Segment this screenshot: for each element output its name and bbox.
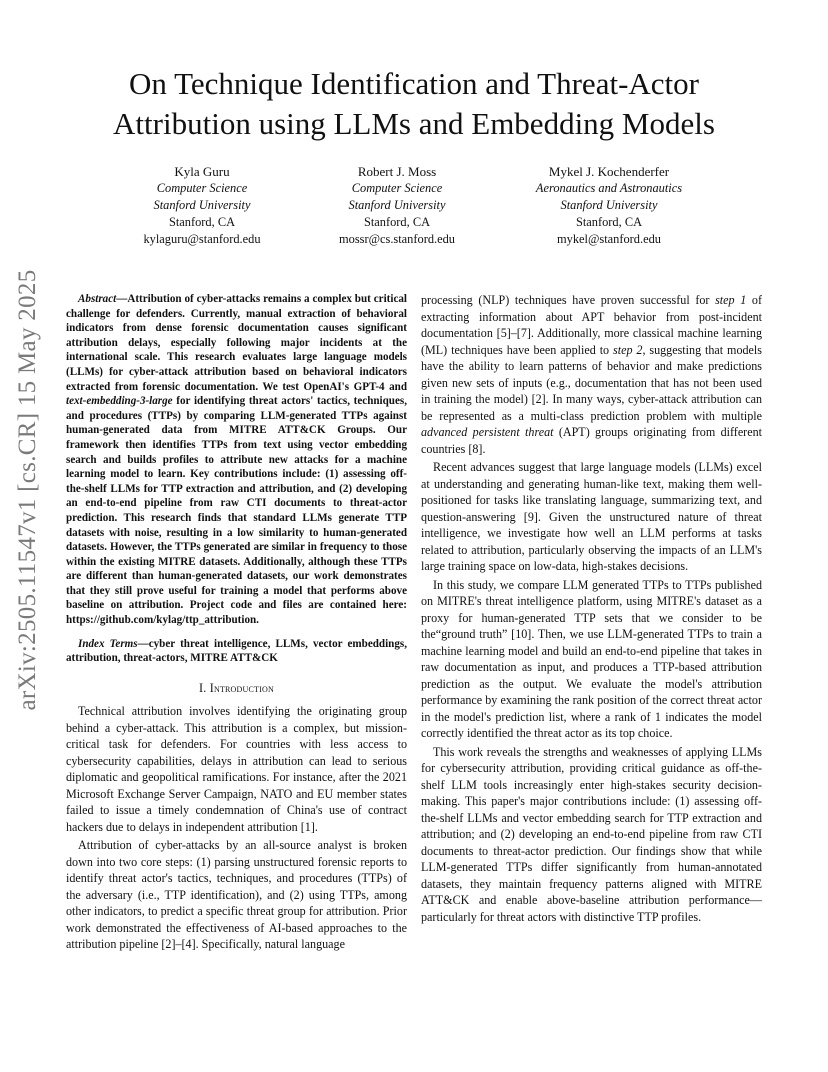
emphasis: advanced persistent threat [421,425,554,439]
author-email: mossr@cs.stanford.edu [338,232,456,246]
index-terms-label: Index Terms [78,637,138,650]
author-3 [499,163,719,248]
title-line-1: On Technique Identification and Threat-Actor [129,66,699,101]
left-column [66,292,407,953]
author-city: Stanford, CA [575,215,643,229]
author-dept: Computer Science [351,181,443,195]
author-city: Stanford, CA [168,215,236,229]
author-name: Robert J. Moss [357,164,437,179]
text-run: (APT) groups originating from different countries [8]. [421,425,762,456]
paragraph: Attribution of cyber-attacks by an all-source analyst is broken down into two core steps: (1) parsing unstructured forensic reports to identify threat actor's tactics, techniques, and procedures (TTPs) of the adversary (i.e., TTP identification), and (2) using TTPs, among other indicators, to predict a specific threat group for attribution. Prior work demonstrated the effectiveness of AI-based approaches to the attribution pipeline [2]–[4]. Specifically, natural language [66,838,407,952]
author-email: mykel@stanford.edu [557,232,661,246]
author-name: Kyla Guru [174,164,230,179]
intro-body [66,703,407,953]
author-dept: Aeronautics and Astronautics [535,181,683,195]
arxiv-identifier: arXiv:2505.11547v1 [cs.CR] 15 May 2025 [14,269,41,711]
paragraph: Recent advances suggest that large language models (LLMs) excel at understanding and generating human-like text, making them well-positioned for tasks like translating language, summarizing text, and question-answering [9]. Given the unstructured nature of threat intelligence, we investigate how well an LLM performs at tasks related to attribution, particularly observing the impacts of an LLM's large training space on low-data, high-stakes decisions. [421,460,762,573]
abstract [66,292,407,628]
arxiv-sidebar [0,0,54,1072]
abstract-text-2: for identifying threat actors' tactics, techniques, and procedures (TTPs) by comparing LLM-generated TTPs against human-generated data from MITRE ATT&CK Groups. Our framework then identifies TTPs from text using vector embedding search and builds profiles to attribute new attacks for a machine learning model to learn. Key contributions include: (1) assessing off-the-shelf LLMs for TTP extraction and attribution, and (2) developing an end-to-end pipeline from raw CTI documents to threat-actor prediction. This research finds that standard LLMs generate TTP datasets with noise, resulting in a low similarity to human-generated datasets. However, the TTPs generated are similar in frequency to those within the existing MITRE datasets. Additionally, although these TTPs are different than human-generated datasets, our work demonstrates that they still prove useful for training a model that performs above baseline on attribution. Project code and files are contained here: https://github.com/kylag/ttp_attribution. [66,395,407,627]
paragraph [421,292,762,457]
author-dept: Computer Science [156,181,248,195]
text-run: processing (NLP) techniques have proven successful for [421,293,716,307]
abstract-emphasis: text-embedding-3-large [66,395,173,408]
index-terms [66,637,407,666]
author-2 [287,163,507,248]
author-name: Mykel J. Kochenderfer [548,164,670,179]
author-org: Stanford University [560,198,658,212]
author-org: Stanford University [153,198,251,212]
emphasis: step 1 [715,293,747,307]
index-terms-text: —cyber threat intelligence, LLMs, vector embeddings, attribution, threat-actors, MITRE ATT&CK [66,637,407,665]
paper-title [40,64,788,144]
abstract-label: Abstract [78,293,117,305]
paragraph: This work reveals the strengths and weaknesses of applying LLMs for cybersecurity attribution, providing critical guidance as off-the-shelf LLM tools increasingly enter high-stakes security decision-making. This paper's major contributions include: (1) assessing off-the-shelf LLMs and vector embedding search for TTP extraction and attribution; and (2) developing an end-to-end pipeline from raw CTI documents to threat-actor prediction. Our findings show that while LLM-generated TTPs differ significantly from human-annotated datasets, they maintain frequency patterns aligned with MITRE ATT&CK and enable above-baseline attribution performance—particularly for threat actors with distinctive TTP profiles. [421,744,762,924]
text-run: of extracting information about APT behavior from post-incident documentation [5]–[7]. Additionally, more classical machine learning (ML) techniques have been applied to [421,293,762,357]
text-run: , suggesting that models have the ability to learn patterns of behavior and make predictions given new sets of inputs (e.g., documentation that has not been used in training the model) [2]. In many ways, cyber-attack attribution can be represented as a multi-class prediction problem with multiple [421,342,762,423]
section-heading [66,680,407,697]
author-city: Stanford, CA [363,215,431,229]
section-title: Introduction [209,680,274,695]
author-email: kylaguru@stanford.edu [143,232,261,246]
right-column [421,292,762,925]
section-number: I. [199,680,210,695]
paragraph: In this study, we compare LLM generated TTPs to TTPs published on MITRE's threat intelligence platform, using MITRE's dataset as a proxy for human-generated TTP sets that we consider to be the“ground truth” [10]. Then, we use LLM-generated TTPs to train a machine learning model and build an end-to-end pipeline that takes in raw documentation as input, and produces a TTP-based attribution prediction as the output. We evaluate the model's attribution performance by examining the rank position of the correct threat actor in the model's prediction list, where a rank of 1 indicates the model correctly identified the threat actor as its top choice. [421,577,762,740]
paragraph: Technical attribution involves identifying the originating group behind a cyber-attack. This attribution is a complex, but mission-critical task for defenders. For countries with less access to cybersecurity capabilities, delays in attribution can lead to serious diplomatic and geopolitical ramifications. For instance, after the 2021 Microsoft Exchange Server Campaign, NATO and EU member states failed to issue a timely condemnation of China's use of contract hackers due to delays in independent attribution [1]. [66,704,407,834]
emphasis: step 2 [613,342,643,357]
author-org: Stanford University [348,198,446,212]
abstract-text-1: —Attribution of cyber-attacks remains a complex but critical challenge for defenders. Currently, manual extraction of behavioral indicators from dense forensic documentation causes significant attribution delays, especially following major incidents at the international scale. This research evaluates large language models (LLMs) for cyber-attack attribution based on behavioral indicators extracted from forensic documentation. We test OpenAI's GPT-4 and [66,293,407,393]
author-1 [92,163,312,248]
title-line-2: Attribution using LLMs and Embedding Models [113,106,715,141]
